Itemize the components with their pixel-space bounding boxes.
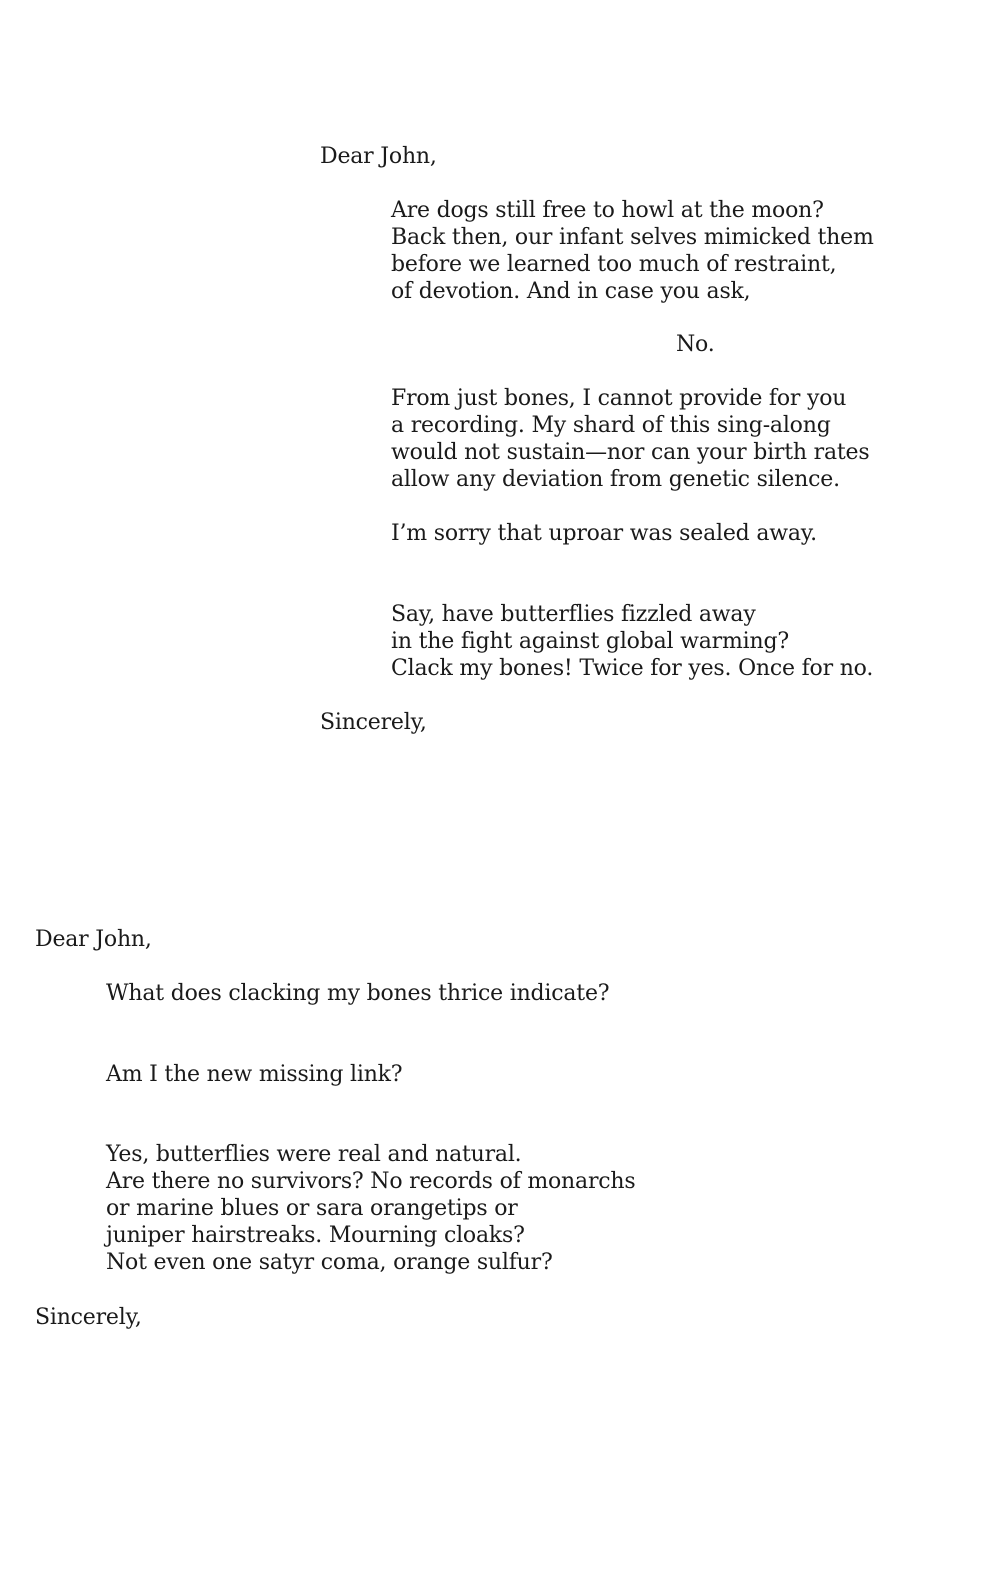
poem-line: a recording. My shard of this sing-along: [391, 413, 831, 438]
letter-one-apology: I’m sorry that uproar was sealed away.: [391, 521, 817, 546]
letter-two-question-1: What does clacking my bones thrice indicate?: [106, 981, 610, 1006]
poem-line: Say, have butterflies fizzled away: [391, 602, 756, 627]
letter-two-salutation: Dear John,: [35, 927, 152, 952]
letter-two-closing: Sincerely,: [35, 1305, 142, 1330]
poem-line: Are dogs still free to howl at the moon?: [391, 198, 824, 223]
letter-two-question-2: Am I the new missing link?: [106, 1062, 403, 1087]
letter-one-closing: Sincerely,: [320, 710, 427, 735]
poem-line: in the fight against global warming?: [391, 629, 789, 654]
poem-line: Yes, butterflies were real and natural.: [106, 1142, 522, 1167]
poem-line: juniper hairstreaks. Mourning cloaks?: [106, 1223, 525, 1248]
letter-one-answer: No.: [676, 332, 715, 357]
poem-line: or marine blues or sara orangetips or: [106, 1196, 518, 1221]
poem-line: Clack my bones! Twice for yes. Once for no.: [391, 656, 874, 681]
poem-line: before we learned too much of restraint,: [391, 252, 837, 277]
poem-line: would not sustain—nor can your birth rates: [391, 440, 870, 465]
letter-one-salutation: Dear John,: [320, 144, 437, 169]
poem-line: From just bones, I cannot provide for you: [391, 386, 847, 411]
poem-line: of devotion. And in case you ask,: [391, 279, 751, 304]
poem-line: Back then, our infant selves mimicked them: [391, 225, 874, 250]
poem-line: Are there no survivors? No records of monarchs: [106, 1169, 636, 1194]
poem-line: Not even one satyr coma, orange sulfur?: [106, 1250, 553, 1275]
poem-line: allow any deviation from genetic silence.: [391, 467, 840, 492]
